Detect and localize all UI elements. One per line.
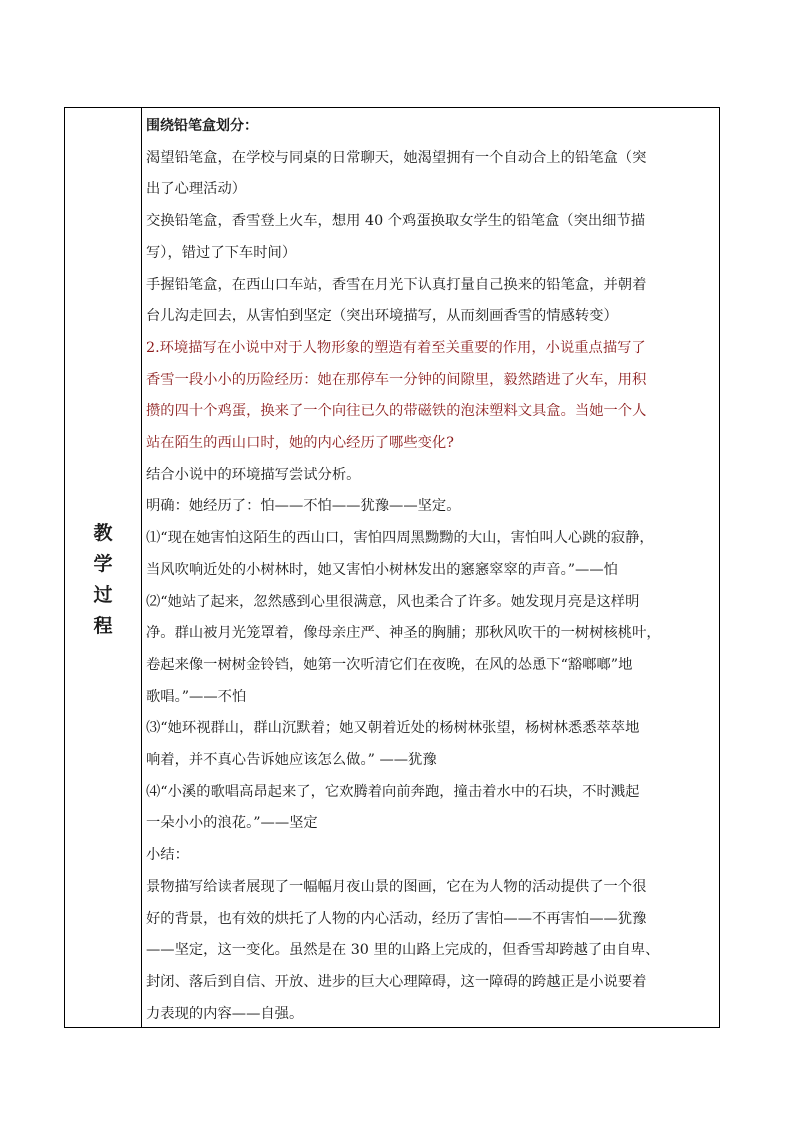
text-line: 小结： [146,847,189,864]
section-label [65,518,141,642]
text-line: 景物描写给读者展现了一幅幅月夜山景的图画，它在为人物的活动提供了一个很 [146,878,647,895]
text-line: 卷起来像一树树金铃铛，她第一次听清它们在夜晚，在风的怂恿下“豁啷啷”地 [146,656,633,673]
lesson-table [64,107,720,1028]
content-cell [142,108,719,1027]
section-label-char: 学 [93,553,113,575]
text-line: ⑷“小溪的歌唱高昂起来了，它欢腾着向前奔跑，撞击着水中的石块，不时溅起 [146,783,640,800]
section-label-char: 程 [93,615,113,637]
section-label-char: 教 [93,522,113,544]
text-line: 2.环境描写在小说中对于人物形象的塑造有着至关重要的作用，小说重点描写了 [146,339,646,356]
text-line: ——坚定，这一变化。虽然是在 30 里的山路上完成的，但香雪却跨越了由自卑、 [146,942,660,959]
text-line: 明确：她经历了：怕——不怕——犹豫——坚定。 [146,498,461,515]
text-line: 台儿沟走回去，从害怕到坚定（突出环境描写，从而刻画香雪的情感转变） [146,308,618,325]
text-line: 交换铅笔盒，香雪登上火车，想用 40 个鸡蛋换取女学生的铅笔盒（突出细节描 [146,213,646,230]
text-line: 封闭、落后到自信、开放、进步的巨大心理障碍，这一障碍的跨越正是小说要着 [146,973,647,990]
section-label-cell [65,108,142,1027]
text-line: 一朵小小的浪花。”——坚定 [146,815,318,832]
section-heading: 围绕铅笔盒划分： [146,118,258,134]
text-line: 站在陌生的西山口时，她的内心经历了哪些变化? [146,435,454,452]
text-line: 当风吹响近处的小树林时，她又害怕小树林发出的窸窸窣窣的声音。”——怕 [146,561,618,578]
text-line: ⑶“她环视群山，群山沉默着；她又朝着近处的杨树林张望，杨树林悉悉萃萃地 [146,720,640,737]
text-line: ⑴“现在她害怕这陌生的西山口，害怕四周黑黝黝的大山，害怕叫人心跳的寂静， [146,530,654,547]
text-line: 力表现的内容——自强。 [146,1005,304,1022]
section-label-char: 过 [93,584,113,606]
text-line: 响着，并不真心告诉她应该怎么做。” ——犹豫 [146,752,437,769]
text-line: 渴望铅笔盒，在学校与同桌的日常聊天，她渴望拥有一个自动合上的铅笔盒（突 [146,149,647,166]
text-line: 香雪一段小小的历险经历：她在那停车一分钟的间隙里，毅然踏进了火车，用积 [146,371,647,388]
text-line: 歌唱。”——不怕 [146,688,247,705]
text-line: 攒的四十个鸡蛋，换来了一个向往已久的带磁铁的泡沫塑料文具盒。当她一个人 [146,403,647,420]
text-line: 出了心理活动） [146,181,247,198]
text-line: 结合小说中的环境描写尝试分析。 [146,466,361,483]
text-line: 写），错过了下车时间） [146,244,297,261]
text-line: ⑵“她站了起来，忽然感到心里很满意，风也柔合了许多。她发现月亮是这样明 [146,593,640,610]
text-line: 手握铅笔盒，在西山口车站，香雪在月光下认真打量自己换来的铅笔盒，并朝着 [146,276,647,293]
text-line: 好的背景，也有效的烘托了人物的内心活动，经历了害怕——不再害怕——犹豫 [146,910,647,927]
text-line: 净。群山被月光笼罩着，像母亲庄严、神圣的胸脯；那秋风吹干的一树树核桃叶， [146,625,661,642]
